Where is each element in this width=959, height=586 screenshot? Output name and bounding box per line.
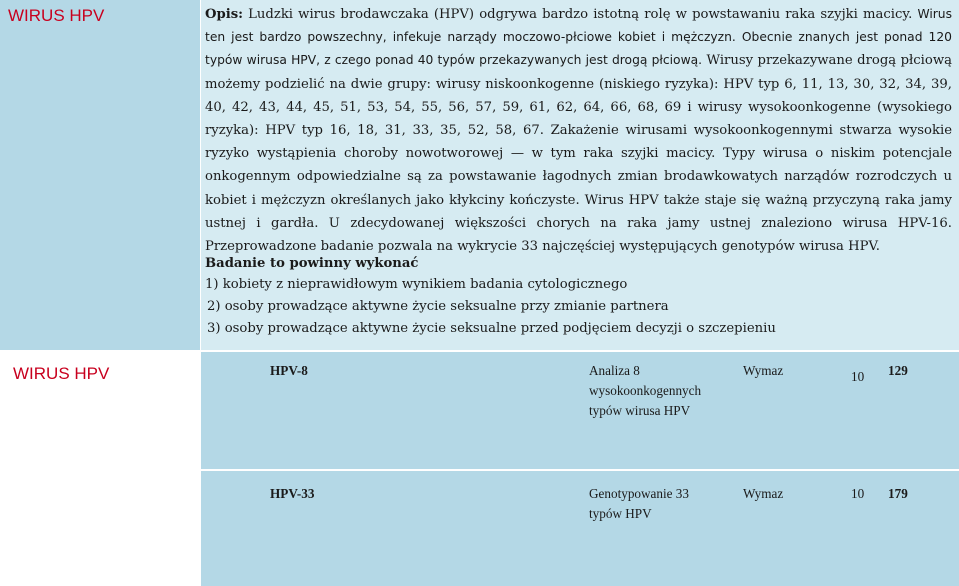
test-material: Wymaz xyxy=(743,486,784,501)
test-row-hpv8 xyxy=(201,352,959,469)
test-name-line: Analiza 8 xyxy=(589,363,640,378)
test-row-hpv33 xyxy=(201,471,959,586)
recommendation-title: Badanie to powinny wykonać xyxy=(205,256,419,271)
section2-title: WIRUS HPV xyxy=(13,364,110,383)
description-text xyxy=(205,3,952,258)
recommendation-item-1: 1) kobiety z nieprawidłowym wynikiem badania cytologicznego xyxy=(205,277,628,292)
test-name-line: wysokoonkogennych xyxy=(589,383,702,398)
test-name-line: typów HPV xyxy=(589,506,652,521)
recommendation-item-3: 3) osoby prowadzące aktywne życie seksualne przed podjęciem decyzji o szczepieniu xyxy=(207,321,776,336)
test-code: HPV-8 xyxy=(270,363,308,378)
recommendation-item-2: 2) osoby prowadzące aktywne życie seksualne przy zmianie partnera xyxy=(207,299,669,314)
description-part2: Wirus ten jest bardzo powszechny, infekuje narządy moczowo-płciowe kobiet i mężczyzn. Obecnie znanych jest ponad 120 typów wirusa HPV, z czego ponad 40 typów przekazywanych jest drogą płciową. xyxy=(205,7,952,68)
section2-left-cell xyxy=(0,352,200,586)
description-part1: Ludzki wirus brodawczaka (HPV) odgrywa bardzo istotną rolę w powstawaniu raka szyjki macicy. xyxy=(243,7,918,22)
test-code: HPV-33 xyxy=(270,486,315,501)
description-part3: Wirusy przekazywane drogą płciową możemy podzielić na dwie grupy: wirusy niskoonkogenne (niskiego ryzyka): HPV typ 6, 11, 13, 30, 32, 34, 39, 40, 42, 43, 44, 45, 51, 53, 54, 55, 56, 57, 59, 61, 62, 64, 66, 68, 69 i wirusy wysokoonkogenne (wysokiego ryzyka): HPV typ 16, 18, 31, 33, 35, 52, 58, 67. Zakażenie wirusami wysokoonkogennymi stwarza wysokie ryzyko wystąpienia choroby nowotworowej — w tym raka szyjki macicy. Typy wirusa o niskim potencjale onkogennym odpowiedzialne są za powstawanie łagodnych zmian brodawkowatych narządów rozrodczych u kobiet i mężczyzn określanych jako kłykciny kończyste. Wirus HPV także staje się ważną przyczyną raka jamy ustnej i gardła. U zdecydowanej większości chorych na raka jamy ustnej znaleziono wirusa HPV-16. Przeprowadzone badanie pozwala na wykrycie 33 najczęściej występujących genotypów wirusa HPV. xyxy=(205,53,952,255)
test-name-line: typów wirusa HPV xyxy=(589,403,691,418)
test-days: 10 xyxy=(851,486,865,501)
left-title: WIRUS HPV xyxy=(8,6,105,25)
test-price: 179 xyxy=(888,486,908,501)
test-name-line: Genotypowanie 33 xyxy=(589,486,689,501)
test-price: 129 xyxy=(888,363,908,378)
left-header-cell xyxy=(0,0,200,350)
test-material: Wymaz xyxy=(743,363,784,378)
test-days: 10 xyxy=(851,369,865,384)
description-label: Opis: xyxy=(205,7,244,22)
